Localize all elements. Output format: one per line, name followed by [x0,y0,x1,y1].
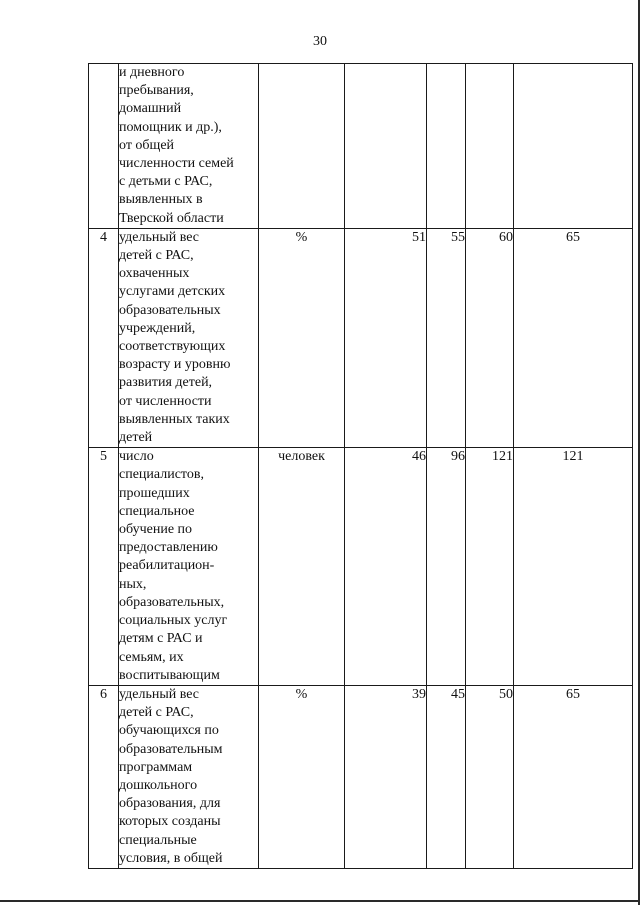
description-line: предоставлению [119,540,218,556]
unit-cell: % [259,685,345,868]
description-line: дошкольного [119,777,198,793]
row-number [89,64,119,229]
value-cell: 55 [427,228,466,447]
description-line: удельный вес [119,229,200,245]
value-cell: 39 [345,685,427,868]
value-cell [514,64,633,229]
table-row [89,685,633,868]
indicator-description [119,685,259,868]
row-number: 4 [89,228,119,447]
description-line: специалистов, [119,467,204,483]
description-line: от общей [119,137,175,153]
description-line: детей с РАС, [119,248,194,264]
value-cell: 65 [514,228,633,447]
description-line: семьям, их [119,649,184,665]
description-line: образовательных [119,302,221,318]
description-line: численности семей [119,156,234,172]
description-line: детей [119,430,153,446]
table-row [89,228,633,447]
indicator-description [119,448,259,686]
indicators-table [88,63,633,869]
value-cell: 60 [466,228,514,447]
description-line: детям с РАС и [119,631,203,647]
value-cell: 45 [427,685,466,868]
page-number: 30 [313,34,327,49]
value-cell: 96 [427,448,466,686]
description-line: обучающихся по [119,723,219,739]
description-line: которых созданы [119,814,221,830]
description-line: учреждений, [119,320,196,336]
description-line: условия, в общей [119,850,223,866]
description-line: обучение по [119,522,193,538]
description-line: реабилитацион- [119,558,215,574]
description-line: образовательных, [119,594,225,610]
description-line: Тверской области [119,210,224,226]
indicator-description [119,64,259,229]
row-number: 5 [89,448,119,686]
value-cell [345,64,427,229]
description-line: прошедших [119,485,190,501]
description-line: домашний [119,101,182,117]
value-cell: 121 [514,448,633,686]
description-line: охваченных [119,266,190,282]
value-cell: 50 [466,685,514,868]
value-cell: 46 [345,448,427,686]
description-line: с детьми с РАС, [119,174,213,190]
description-line: выявленных таких [119,411,230,427]
table-row [89,448,633,686]
description-line: детей с РАС, [119,705,194,721]
value-cell: 65 [514,685,633,868]
description-line: воспитывающим [119,667,220,683]
value-cell [427,64,466,229]
description-line: число [119,449,154,465]
description-line: специальное [119,503,195,519]
description-line: социальных услуг [119,613,228,629]
description-line: помощник и др.), [119,119,222,135]
scan-bottom-edge [0,900,640,902]
description-line: выявленных в [119,192,203,208]
unit-cell [259,64,345,229]
description-line: услугами детских [119,284,226,300]
description-line: пребывания, [119,83,194,99]
description-line: от численности [119,393,212,409]
description-line: удельный вес [119,686,200,702]
table-row [89,64,633,229]
description-line: развития детей, [119,375,213,391]
description-line: и дневного [119,65,185,80]
description-line: соответствующих [119,339,226,355]
value-cell: 51 [345,228,427,447]
description-line: образовательным [119,741,223,757]
description-line: образования, для [119,796,221,812]
unit-cell: человек [259,448,345,686]
value-cell: 121 [466,448,514,686]
value-cell [466,64,514,229]
indicator-description [119,228,259,447]
description-line: программам [119,759,193,775]
description-line: специальные [119,832,197,848]
description-line: возрасту и уровню [119,357,231,373]
unit-cell: % [259,228,345,447]
description-line: ных, [119,576,147,592]
row-number: 6 [89,685,119,868]
